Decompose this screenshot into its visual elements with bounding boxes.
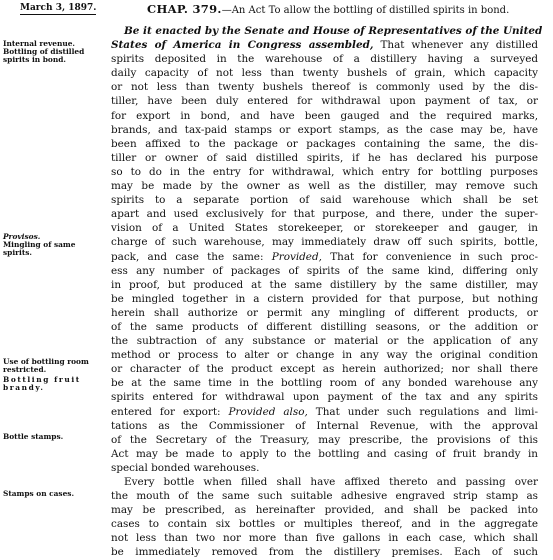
margin-note-line: Stamps on cases. xyxy=(3,489,75,498)
body-line: ess any number of packages of spirits of the same kind, differing only xyxy=(111,264,538,277)
body-line: so to do in the entry for withdrawal, which entry for bottling purposes xyxy=(111,165,538,178)
body-line: States of America in Congress assembled, That whenever any distilled xyxy=(111,39,539,52)
body-line: in proof, but produced at the same distillery by the same distiller, may xyxy=(111,278,538,291)
chapter-heading xyxy=(147,2,509,16)
margin-note-fruit-brandy xyxy=(3,376,107,392)
body-line: of the Secretary of the Treasury, may prescribe, the provisions of this xyxy=(111,433,538,446)
body-line: of the same products of different distilling seasons, or the addition or xyxy=(111,320,538,333)
body-line: tiller, have been duly entered for withdrawal upon payment of tax, or xyxy=(111,95,538,108)
body-line: may be prescribed, as hereinafter provided, and shall be packed into xyxy=(111,504,538,517)
margin-note-line: Bottle stamps. xyxy=(3,432,64,441)
body-line: special bonded warehouses. xyxy=(111,461,260,474)
body-line: charge of such warehouse, may immediately draw off such spirits, bottle, xyxy=(111,236,538,249)
body-line: or not less than twenty bushels thereof is commonly used by the dis- xyxy=(111,81,538,94)
margin-note-internal-revenue xyxy=(3,40,107,64)
body-line: herein shall authorize or permit any mingling of different products, or xyxy=(111,306,538,319)
body-line: been affixed to the package or packages containing the same, the dis- xyxy=(111,137,538,150)
body-line: pack, and case the same: Provided, That for convenience in such proc- xyxy=(111,250,539,263)
body-line: Every bottle when filled shall have affixed thereto and passing over xyxy=(124,476,538,488)
proviso-keyword: Provided, xyxy=(263,250,322,263)
body-line: Act may be made to apply to the bottling and casing of fruit brandy in xyxy=(111,447,538,460)
act-body xyxy=(111,24,543,560)
margin-note-line: spirits. xyxy=(3,248,32,257)
margin-note-line: Use of bottling room xyxy=(3,357,89,366)
chapter-title: —An Act To allow the bottling of distilled spirits in bond. xyxy=(221,5,510,16)
body-line: entered for export: Provided also, That under such regulations and limi- xyxy=(111,405,538,418)
body-line: spirits deposited in the warehouse of a distillery having a surveyed xyxy=(111,53,538,66)
body-line: be at the same time in the bottling room of any bonded warehouse any xyxy=(111,377,538,390)
body-line: vision of a United States storekeeper, or storekeeper and gauger, in xyxy=(111,222,538,235)
body-line: apart and used exclusively for that purpose, and there, under the super- xyxy=(111,208,538,221)
chapter-number: CHAP. 379. xyxy=(147,2,222,16)
body-line: brands, and tax-paid stamps or export stamps, as the case may be, have xyxy=(111,123,538,136)
body-line: or character of the product except as herein authorized; nor shall there xyxy=(111,363,538,376)
margin-note-bottling-room xyxy=(3,358,107,374)
enacting-clause: Be it enacted by the Senate and House of Representatives of the United xyxy=(124,25,543,37)
margin-note-line: Bottling fruit xyxy=(3,375,81,384)
proviso-keyword: Provided also, xyxy=(220,405,308,418)
body-line: daily capacity of not less than twenty bushels of grain, which capacity xyxy=(111,67,538,80)
margin-note-stamps-cases xyxy=(3,490,107,498)
body-line: be immediately removed from the distillery premises. Each of such xyxy=(111,546,538,559)
body-line: tations as the Commissioner of Internal Revenue, with the approval xyxy=(111,419,538,432)
enacting-clause-end: States of America in Congress assembled, xyxy=(111,39,374,52)
date-heading: March 3, 1897. xyxy=(20,3,97,13)
margin-note-provisos xyxy=(3,233,107,257)
margin-note-line: Internal revenue. xyxy=(3,39,75,48)
body-line: may be made by the owner as well as the distiller, may remove such xyxy=(111,180,538,193)
margin-note-line: Mingling of same xyxy=(3,240,76,249)
margin-note-bottle-stamps xyxy=(3,433,107,441)
body-line: spirits entered for withdrawal upon payment of the tax and any spirits xyxy=(111,391,538,404)
body-line: for export in bond, and have been gauged and the required marks, xyxy=(111,109,538,122)
margin-note-line: restricted. xyxy=(3,365,47,374)
body-line: spirits to a separate portion of said warehouse which shall be set xyxy=(111,194,538,207)
body-line: not less than two nor more than five gallons in each case, which shall xyxy=(111,532,538,545)
body-line: method or process to alter or change in any way the original condition xyxy=(111,349,538,362)
margin-note-line: brandy. xyxy=(3,383,45,392)
body-line: cases to contain six bottles or multiples thereof, and in the aggregate xyxy=(111,518,538,531)
body-line: the subtraction of any substance or material or the application of any xyxy=(111,335,538,348)
body-line: be mingled together in a cistern provided for that purpose, but nothing xyxy=(111,292,538,305)
body-line: the mouth of the same such suitable adhesive engraved strip stamp as xyxy=(111,490,538,503)
margin-note-line: Provisos. xyxy=(3,232,41,241)
body-line: tiller or owner of said distilled spirits, if he has declared his purpose xyxy=(111,151,538,164)
margin-note-line: Bottling of distilled xyxy=(3,47,85,56)
margin-note-line: spirits in bond. xyxy=(3,55,66,64)
